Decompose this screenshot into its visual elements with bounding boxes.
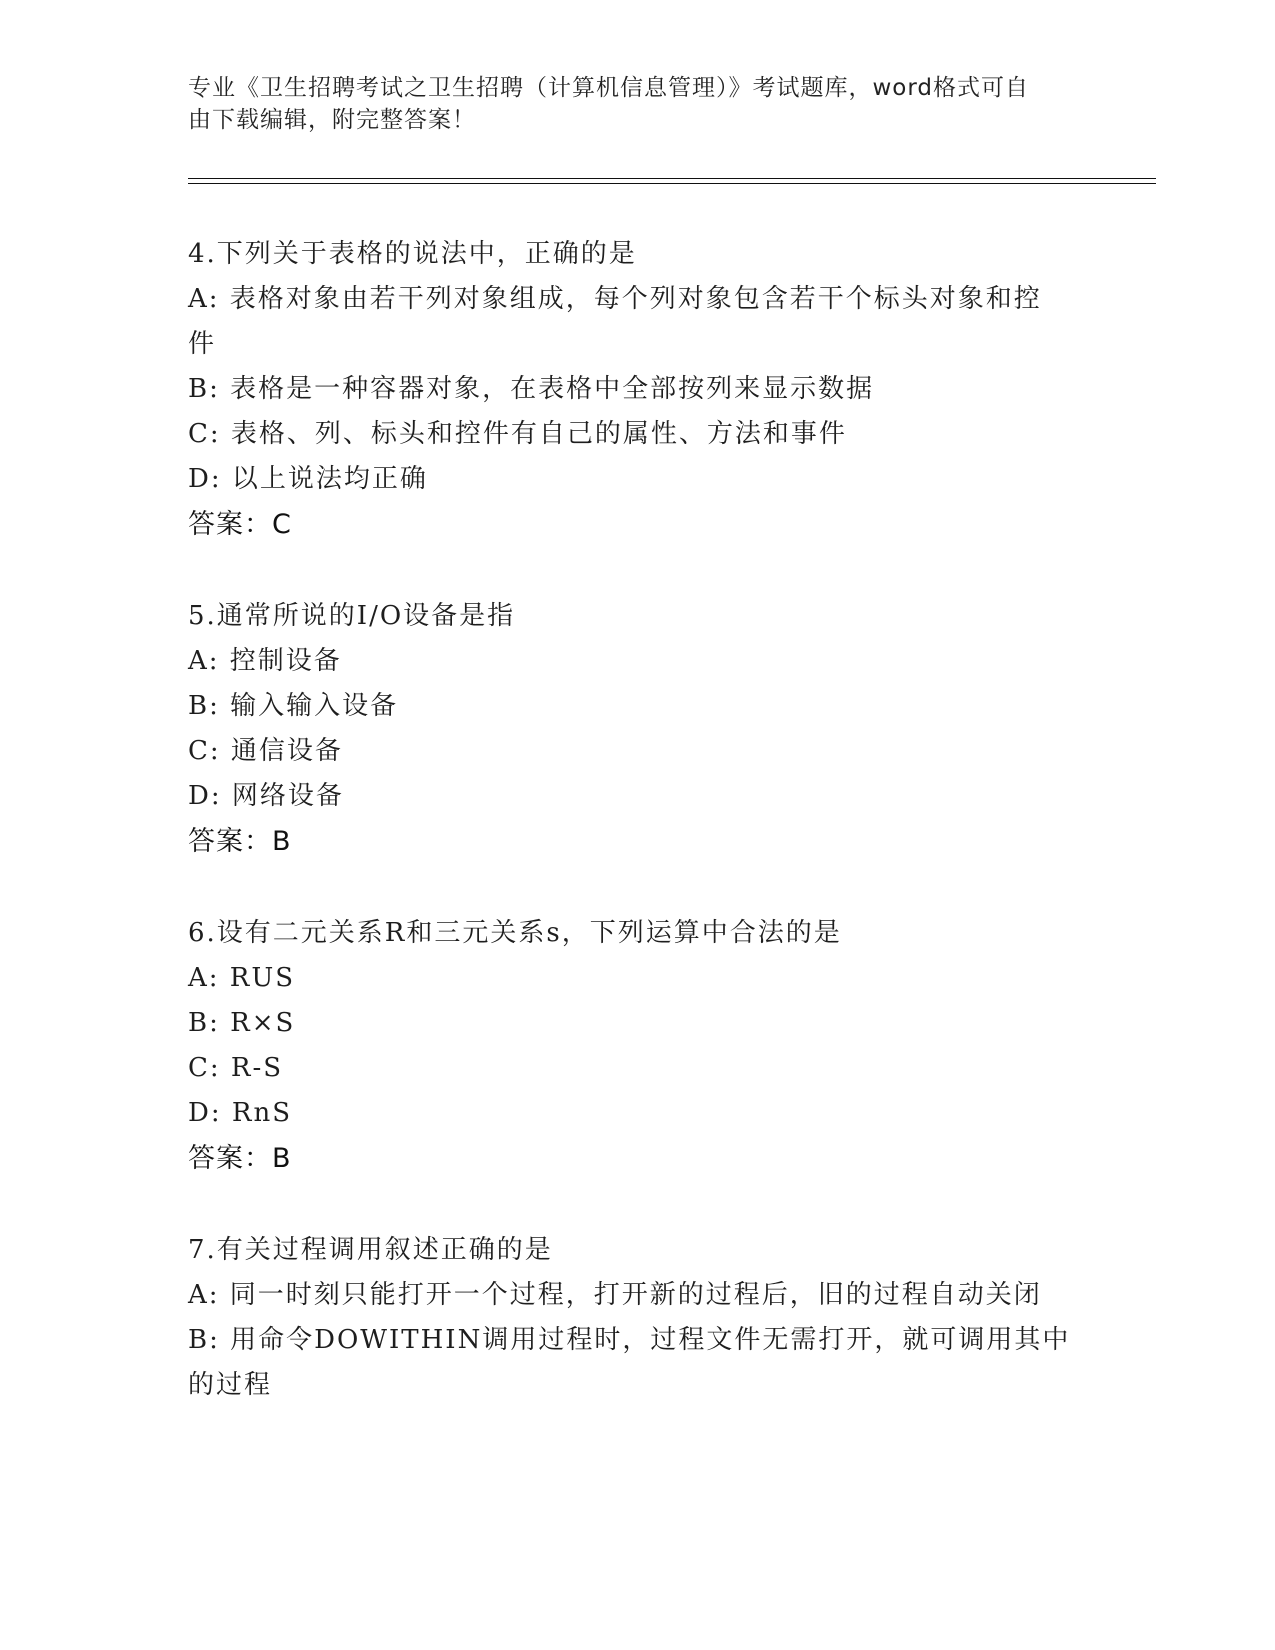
option-a: A: 表格对象由若干列对象组成，每个列对象包含若干个标头对象和控 xyxy=(188,284,1042,314)
question-list xyxy=(188,232,1088,1454)
option-c: C: 通信设备 xyxy=(188,736,343,766)
option-d: D: 以上说法均正确 xyxy=(188,464,428,494)
option-a: A: 控制设备 xyxy=(188,646,342,676)
option-b: B: 输入输入设备 xyxy=(188,691,399,721)
option-b: B: R×S xyxy=(188,1008,296,1038)
option-c: C: 表格、列、标头和控件有自己的属性、方法和事件 xyxy=(188,419,847,449)
option-a: A: 同一时刻只能打开一个过程，打开新的过程后，旧的过程自动关闭 xyxy=(188,1280,1042,1310)
question-7 xyxy=(188,1228,1088,1408)
question-stem: 7.有关过程调用叙述正确的是 xyxy=(188,1235,553,1265)
header-divider-bottom xyxy=(188,183,1156,184)
answer-label: 答案：C xyxy=(188,509,292,540)
option-c: C: R-S xyxy=(188,1053,284,1083)
header-line-1: 专业《卫生招聘考试之卫生招聘（计算机信息管理）》考试题库，word格式可自 xyxy=(188,75,1030,101)
header-line-2: 由下载编辑，附完整答案！ xyxy=(188,107,476,133)
option-d: D: RnS xyxy=(188,1098,293,1128)
question-4 xyxy=(188,232,1088,548)
question-stem: 6.设有二元关系R和三元关系s，下列运算中合法的是 xyxy=(188,918,842,948)
option-d: D: 网络设备 xyxy=(188,781,344,811)
question-6 xyxy=(188,911,1088,1182)
document-header xyxy=(188,72,1088,136)
question-stem: 4.下列关于表格的说法中，正确的是 xyxy=(188,239,637,269)
question-stem: 5.通常所说的I/O设备是指 xyxy=(188,601,516,631)
option-b-continued: 的过程 xyxy=(188,1370,273,1400)
answer-label: 答案：B xyxy=(188,1143,292,1174)
answer-label: 答案：B xyxy=(188,826,292,857)
option-b: B: 表格是一种容器对象，在表格中全部按列来显示数据 xyxy=(188,374,875,404)
option-a-continued: 件 xyxy=(188,329,217,359)
question-5 xyxy=(188,594,1088,865)
header-divider-top xyxy=(188,178,1156,179)
option-b: B: 用命令DOWITHIN调用过程时，过程文件无需打开，就可调用其中 xyxy=(188,1325,1071,1355)
option-a: A: RUS xyxy=(188,963,296,993)
